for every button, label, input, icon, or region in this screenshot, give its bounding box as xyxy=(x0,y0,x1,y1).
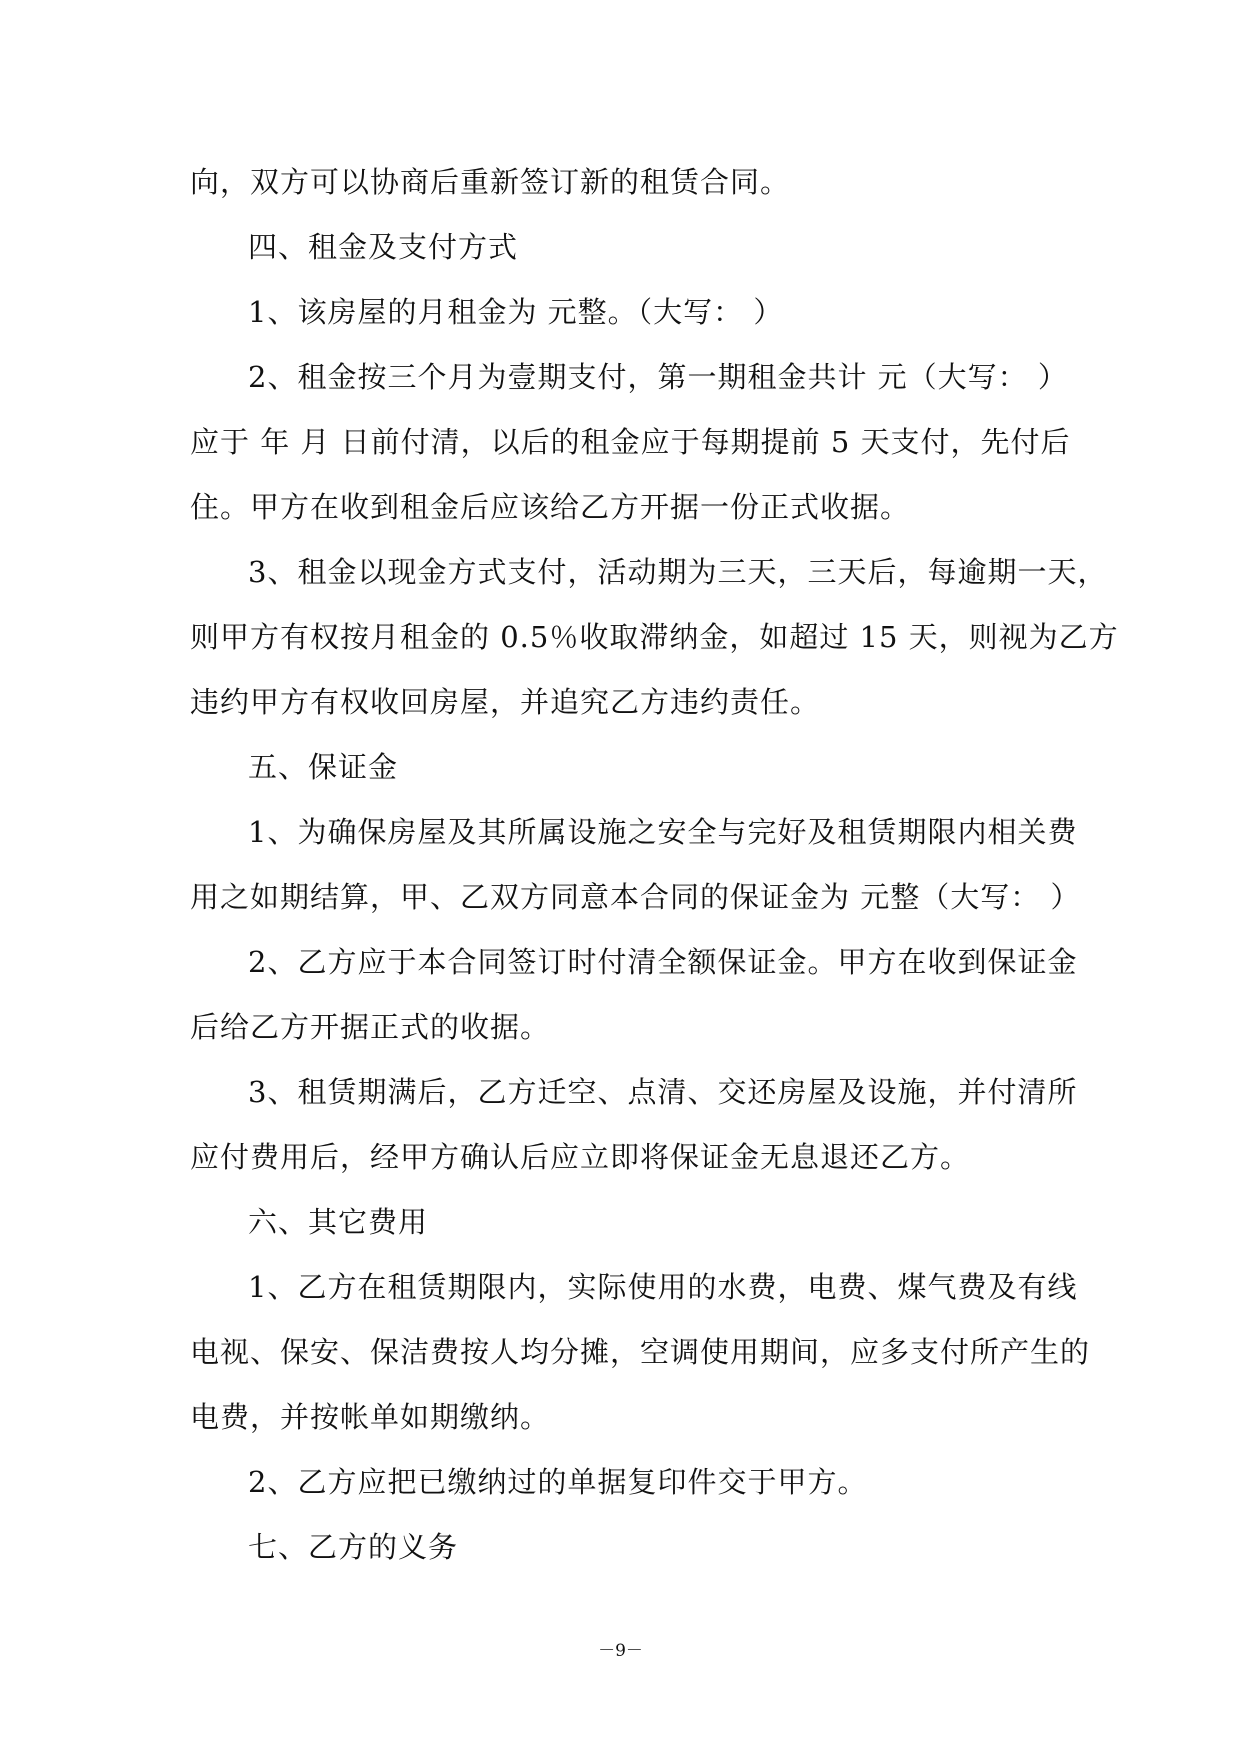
section-heading-tenant-duties: 七、乙方的义务 xyxy=(248,1530,459,1564)
section-heading-deposit: 五、保证金 xyxy=(248,750,399,784)
paragraph-line-16: 应付费用后，经甲方确认后应立即将保证金无息退还乙方。 xyxy=(190,1140,971,1174)
paragraph-line-11: 1、为确保房屋及其所属设施之安全与完好及租赁期限内相关费 xyxy=(248,815,1078,849)
paragraph-line-12: 用之如期结算，甲、乙双方同意本合同的保证金为 元整（大写： ） xyxy=(190,880,1081,914)
paragraph-line-8: 则甲方有权按月租金的 0.5％收取滞纳金，如超过 15 天，则视为乙方 xyxy=(190,620,1119,654)
paragraph-line-18: 1、乙方在租赁期限内，实际使用的水费，电费、煤气费及有线 xyxy=(248,1270,1078,1304)
paragraph-line-13: 2、乙方应于本合同签订时付清全额保证金。甲方在收到保证金 xyxy=(248,945,1078,979)
paragraph-line-21: 2、乙方应把已缴纳过的单据复印件交于甲方。 xyxy=(248,1465,868,1499)
paragraph-line-5: 应于 年 月 日前付清，以后的租金应于每期提前 5 天支付，先付后 xyxy=(190,425,1071,459)
paragraph-line-4: 2、租金按三个月为壹期支付，第一期租金共计 元（大写： ） xyxy=(248,360,1068,394)
document-body xyxy=(190,150,1119,1580)
paragraph-line-14: 后给乙方开据正式的收据。 xyxy=(190,1010,551,1044)
paragraph-line-19: 电视、保安、保洁费按人均分摊，空调使用期间，应多支付所产生的 xyxy=(190,1335,1091,1369)
paragraph-line-1: 向，双方可以协商后重新签订新的租赁合同。 xyxy=(190,165,791,199)
page-number: －9－ xyxy=(598,1641,643,1661)
paragraph-line-6: 住。甲方在收到租金后应该给乙方开据一份正式收据。 xyxy=(190,490,911,524)
section-heading-rent: 四、租金及支付方式 xyxy=(248,230,519,264)
paragraph-line-7: 3、租金以现金方式支付，活动期为三天，三天后，每逾期一天， xyxy=(248,555,1108,589)
paragraph-line-20: 电费，并按帐单如期缴纳。 xyxy=(190,1400,551,1434)
paragraph-line-3: 1、该房屋的月租金为 元整。（大写： ） xyxy=(248,295,784,329)
section-heading-other-fees: 六、其它费用 xyxy=(248,1205,429,1239)
paragraph-line-9: 违约甲方有权收回房屋，并追究乙方违约责任。 xyxy=(190,685,821,719)
paragraph-line-15: 3、租赁期满后，乙方迁空、点清、交还房屋及设施，并付清所 xyxy=(248,1075,1078,1109)
